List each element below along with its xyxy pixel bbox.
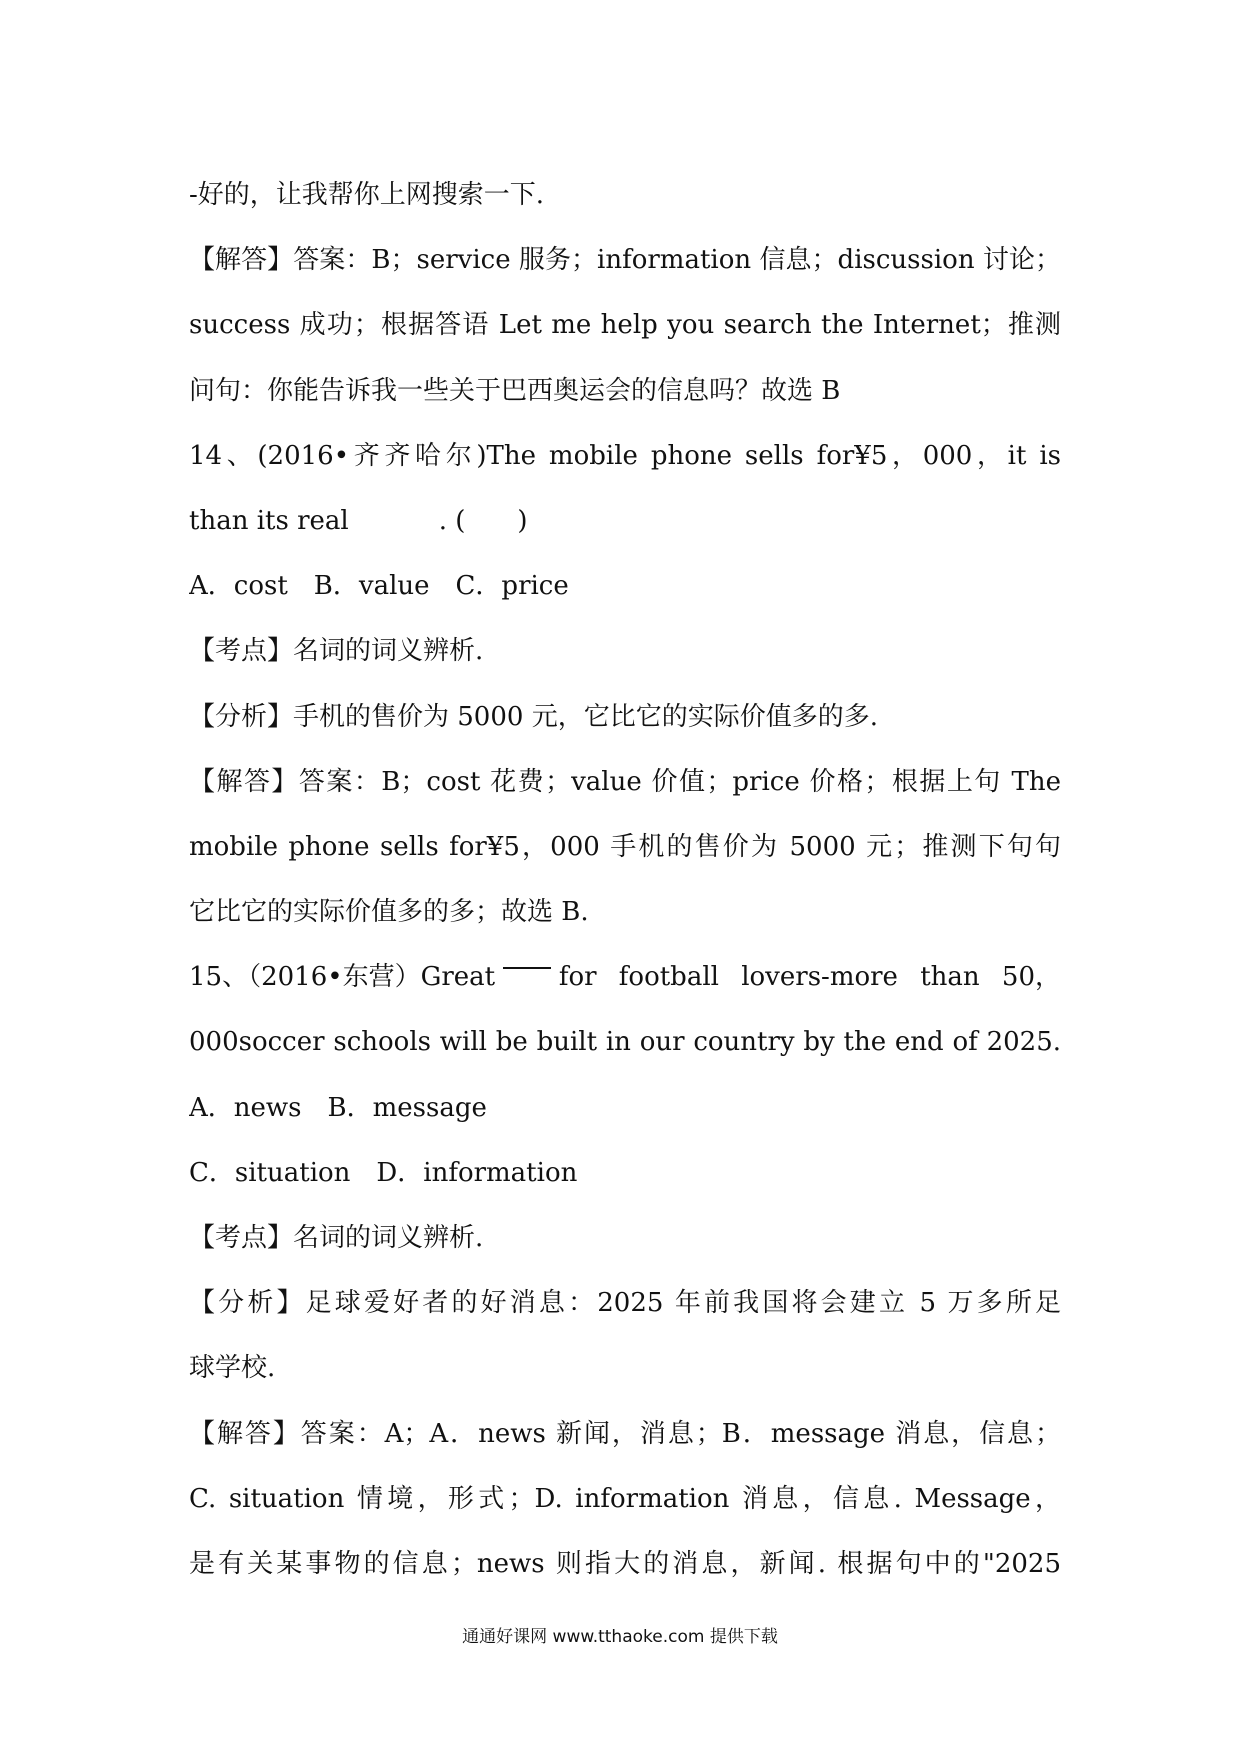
analysis-line: 【分析】足球爱好者的好消息：2025 年前我国将会建立 5 万多所足: [189, 1288, 1061, 1319]
answer-line: 【解答】答案：B；cost 花费；value 价值；price 价格；根据上句 The: [189, 766, 1061, 797]
text-span: 15、（2016•东营）Great: [189, 962, 496, 993]
text-line: 球学校.: [189, 1353, 276, 1384]
question-14-stem: 14、(2016•齐齐哈尔)The mobile phone sells for¥5，000，it is: [189, 440, 1061, 471]
knowledge-point: 【考点】名词的词义辨析.: [189, 636, 484, 667]
question-14-options: A．cost B．value C．price: [189, 571, 569, 602]
question-15-stem: [189, 945, 1061, 1010]
question-14-stem-continued: [189, 489, 1061, 554]
page-body: [189, 163, 1061, 1597]
text-line: success 成功；根据答语 Let me help you search the Internet；推测: [189, 310, 1061, 341]
text-line: 它比它的实际价值多的多；故选 B.: [189, 897, 589, 928]
answer-line: 【解答】答案：A；A．news 新闻，消息；B．message 消息，信息；: [189, 1418, 1061, 1449]
analysis-line: 【分析】手机的售价为 5000 元，它比它的实际价值多的多.: [189, 701, 878, 732]
text-line: -好的，让我帮你上网搜索一下.: [189, 180, 545, 210]
text-line: 问句：你能告诉我一些关于巴西奥运会的信息吗？故选 B: [189, 375, 841, 406]
text-span: for football lovers-more than 50，: [558, 962, 1061, 993]
question-15-stem-continued: 000soccer schools will be built in our country by the end of 2025.: [189, 1027, 1061, 1058]
page-footer: 通通好课网 www.tthaoke.com 提供下载: [462, 1627, 778, 1647]
text-span: . ( ): [438, 505, 528, 536]
text-line: mobile phone sells for¥5，000 手机的售价为 5000 元；推测下句句: [189, 831, 1061, 862]
text-line: 是有关某事物的信息；news 则指大的消息，新闻. 根据句中的"2025: [189, 1548, 1061, 1579]
answer-blank: [503, 945, 551, 969]
text-span: than its real: [189, 505, 349, 536]
answer-line: 【解答】答案：B；service 服务；information 信息；discussion 讨论；: [189, 245, 1061, 276]
question-15-options: C．situation D．information: [189, 1157, 578, 1188]
question-15-options: A．news B．message: [189, 1092, 487, 1123]
text-line: C. situation 情境，形式；D. information 消息，信息. Message，: [189, 1483, 1061, 1514]
knowledge-point: 【考点】名词的词义辨析.: [189, 1223, 484, 1253]
